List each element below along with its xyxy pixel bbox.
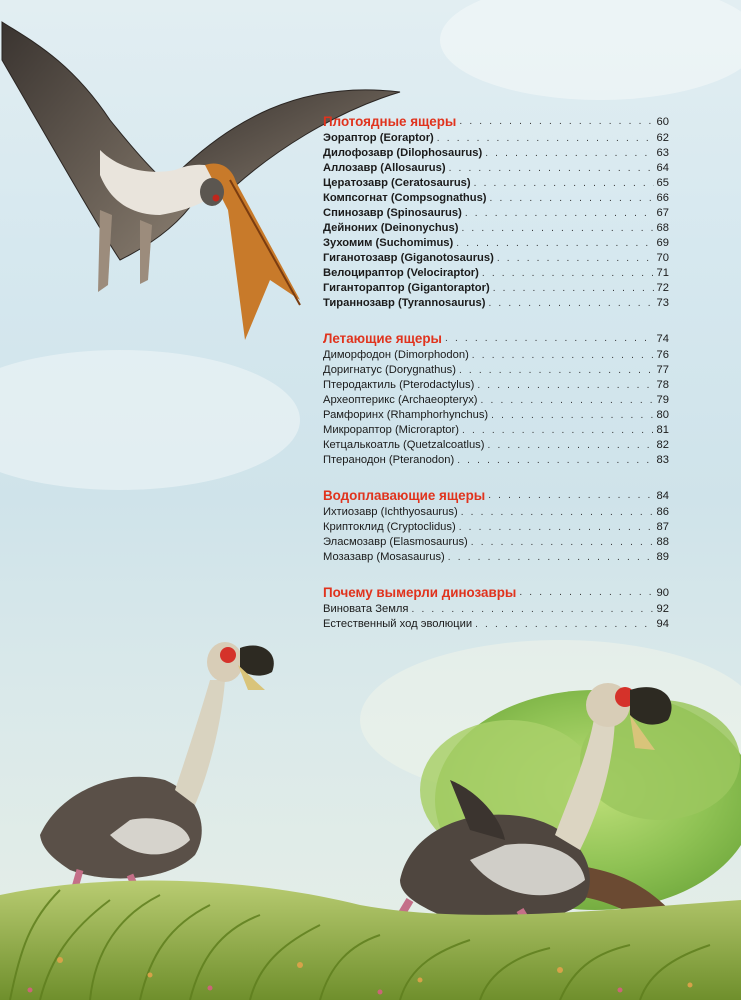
toc-leader-dots — [488, 438, 654, 453]
toc-entry[interactable] — [323, 408, 669, 423]
toc-entry-label: Мозазавр (Mosasaurus) — [323, 551, 445, 563]
toc-entry[interactable] — [323, 505, 669, 520]
toc-heading[interactable] — [323, 330, 669, 348]
toc-leader-dots — [474, 176, 654, 191]
toc-entry-label: Рамфоринх (Rhamphorhynchus) — [323, 409, 489, 421]
terror-bird-left-illustration — [40, 642, 274, 910]
toc-entry-label: Гиганотозавр (Giganotosaurus) — [323, 252, 494, 264]
toc-page-number: 81 — [656, 424, 669, 436]
toc-entry-label: Естественный ход эволюции — [323, 618, 473, 630]
toc-entry-label: Диморфодон (Dimorphodon) — [323, 349, 469, 361]
toc-leader-dots — [519, 584, 653, 602]
toc-page-number: 74 — [656, 333, 669, 345]
toc-entry-label: Зухомим (Suchomimus) — [323, 237, 454, 249]
toc-leader-dots — [490, 191, 654, 206]
toc-leader-dots — [493, 281, 654, 296]
toc-heading-label: Водоплавающие ящеры — [323, 488, 486, 503]
toc-entry[interactable] — [323, 438, 669, 453]
toc-leader-dots — [465, 206, 654, 221]
toc-leader-dots — [477, 378, 653, 393]
toc-heading-label: Плотоядные ящеры — [323, 114, 457, 129]
toc-page-number: 65 — [656, 177, 669, 189]
toc-leader-dots — [445, 330, 654, 348]
toc-page-number: 79 — [656, 394, 669, 406]
toc-leader-dots — [471, 535, 654, 550]
toc-leader-dots — [491, 408, 653, 423]
table-of-contents — [323, 113, 669, 651]
toc-entry[interactable] — [323, 206, 669, 221]
toc-page-number: 71 — [656, 267, 669, 279]
toc-page-number: 78 — [656, 379, 669, 391]
toc-entry-label: Дейноних (Deinonychus) — [323, 222, 459, 234]
toc-page-number: 73 — [656, 297, 669, 309]
toc-section-carnivorous — [323, 113, 669, 311]
toc-entry-label: Археоптерикс (Archaeopteryx) — [323, 394, 478, 406]
toc-page-number: 82 — [656, 439, 669, 451]
toc-leader-dots — [461, 505, 654, 520]
toc-entry-label: Кетцалькоатль (Quetzalcoatlus) — [323, 439, 485, 451]
toc-entry-label: Птеродактиль (Pterodactylus) — [323, 379, 475, 391]
toc-page-number: 86 — [656, 506, 669, 518]
toc-leader-dots — [482, 266, 654, 281]
toc-page-number: 90 — [656, 587, 669, 599]
toc-entry[interactable] — [323, 520, 669, 535]
toc-entry[interactable] — [323, 378, 669, 393]
toc-entry-label: Птеранодон (Pteranodon) — [323, 454, 455, 466]
toc-leader-dots — [461, 221, 653, 236]
toc-leader-dots — [459, 113, 653, 131]
toc-page-number: 88 — [656, 536, 669, 548]
toc-entry[interactable] — [323, 221, 669, 236]
toc-page-number: 63 — [656, 147, 669, 159]
toc-entry[interactable] — [323, 296, 669, 311]
toc-page-number: 69 — [656, 237, 669, 249]
toc-entry[interactable] — [323, 363, 669, 378]
toc-entry-label: Велоцираптор (Velociraptor) — [323, 267, 479, 279]
toc-leader-dots — [456, 236, 653, 251]
toc-entry-label: Виновата Земля — [323, 603, 409, 615]
toc-entry[interactable] — [323, 617, 669, 632]
toc-page-number: 76 — [656, 349, 669, 361]
toc-page-number: 62 — [656, 132, 669, 144]
toc-entry[interactable] — [323, 281, 669, 296]
toc-entry-label: Спинозавр (Spinosaurus) — [323, 207, 462, 219]
toc-page-number: 92 — [656, 603, 669, 615]
toc-entry[interactable] — [323, 550, 669, 565]
toc-page-number: 87 — [656, 521, 669, 533]
toc-leader-dots — [448, 550, 654, 565]
toc-page-number: 72 — [656, 282, 669, 294]
toc-entry[interactable] — [323, 251, 669, 266]
toc-leader-dots — [475, 617, 653, 632]
toc-entry[interactable] — [323, 348, 669, 363]
toc-page-number: 83 — [656, 454, 669, 466]
toc-leader-dots — [488, 487, 653, 505]
toc-entry[interactable] — [323, 161, 669, 176]
toc-entry-label: Тираннозавр (Tyrannosaurus) — [323, 297, 486, 309]
toc-entry[interactable] — [323, 535, 669, 550]
toc-entry-label: Цератозавр (Ceratosaurus) — [323, 177, 471, 189]
toc-entry-label: Гиганторaптор (Gigantoraptor) — [323, 282, 490, 294]
toc-heading[interactable] — [323, 113, 669, 131]
toc-entry-label: Дилофозавр (Dilophosaurus) — [323, 147, 483, 159]
toc-entry-label: Криптоклид (Cryptoclidus) — [323, 521, 456, 533]
toc-entry[interactable] — [323, 146, 669, 161]
toc-page-number: 60 — [656, 116, 669, 128]
toc-leader-dots — [472, 348, 654, 363]
toc-leader-dots — [488, 296, 653, 311]
toc-entry-label: Ихтиозавр (Ichthyosaurus) — [323, 506, 458, 518]
toc-page-number: 66 — [656, 192, 669, 204]
toc-leader-dots — [449, 161, 654, 176]
toc-leader-dots — [462, 423, 654, 438]
toc-page-number: 77 — [656, 364, 669, 376]
toc-heading[interactable] — [323, 487, 669, 505]
toc-leader-dots — [485, 146, 653, 161]
toc-entry[interactable] — [323, 131, 669, 146]
toc-entry[interactable] — [323, 393, 669, 408]
toc-leader-dots — [481, 393, 654, 408]
toc-page-number: 68 — [656, 222, 669, 234]
toc-leader-dots — [459, 363, 654, 378]
toc-entry-label: Эораптор (Eoraptor) — [323, 132, 434, 144]
toc-entry[interactable] — [323, 191, 669, 206]
toc-entry[interactable] — [323, 453, 669, 468]
toc-page-number: 89 — [656, 551, 669, 563]
toc-heading-label: Почему вымерли динозавры — [323, 585, 517, 600]
toc-leader-dots — [412, 602, 654, 617]
toc-entry[interactable] — [323, 236, 669, 251]
toc-entry[interactable] — [323, 602, 669, 617]
toc-entry-label: Микрораптор (Microraptor) — [323, 424, 459, 436]
toc-page-number: 67 — [656, 207, 669, 219]
toc-page-number: 70 — [656, 252, 669, 264]
toc-entry[interactable] — [323, 266, 669, 281]
toc-page-number: 94 — [656, 618, 669, 630]
toc-leader-dots — [437, 131, 654, 146]
toc-section-aquatic — [323, 487, 669, 565]
toc-page-number: 80 — [656, 409, 669, 421]
toc-entry-label: Доригнатус (Dorygnathus) — [323, 364, 456, 376]
toc-page-number: 84 — [656, 490, 669, 502]
toc-page-number: 64 — [656, 162, 669, 174]
toc-entry[interactable] — [323, 176, 669, 191]
toc-entry[interactable] — [323, 423, 669, 438]
toc-heading[interactable] — [323, 584, 669, 602]
toc-entry-label: Эласмозавр (Elasmosaurus) — [323, 536, 468, 548]
toc-section-flying — [323, 330, 669, 468]
toc-leader-dots — [497, 251, 654, 266]
toc-entry-label: Компсогнат (Compsognathus) — [323, 192, 487, 204]
toc-entry-label: Аллозавр (Allosaurus) — [323, 162, 446, 174]
toc-section-extinction — [323, 584, 669, 632]
toc-heading-label: Летающие ящеры — [323, 331, 442, 346]
toc-leader-dots — [457, 453, 653, 468]
toc-leader-dots — [459, 520, 654, 535]
